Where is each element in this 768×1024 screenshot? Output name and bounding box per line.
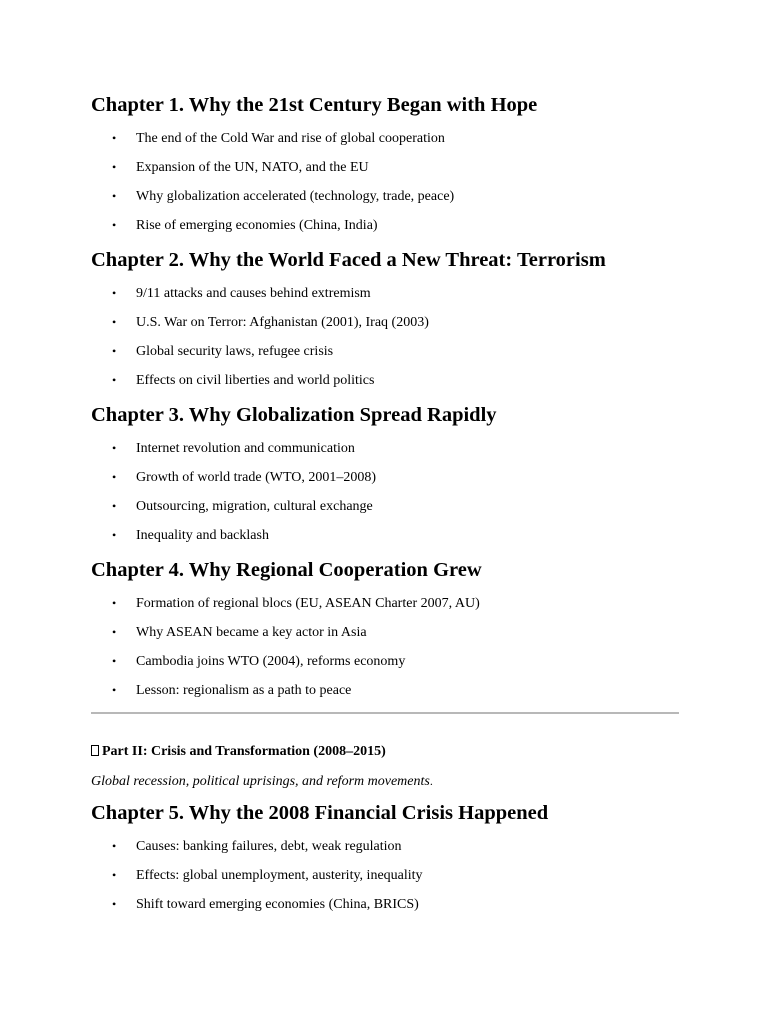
list-item: • U.S. War on Terror: Afghanistan (2001), Iraq (2003) [91,308,679,337]
list-item: • Effects on civil liberties and world politics [91,366,679,395]
section-divider [91,712,679,714]
list-item: • Why ASEAN became a key actor in Asia [91,618,679,647]
list-item: • 9/11 attacks and causes behind extremism [91,279,679,308]
bullet-list [91,832,679,919]
bullet-icon: • [112,160,117,174]
list-item: • Growth of world trade (WTO, 2001–2008) [91,463,679,492]
bullet-icon: • [112,868,117,882]
bullet-icon: • [112,897,117,911]
list-item: • Why globalization accelerated (technology, trade, peace) [91,182,679,211]
list-item: • Global security laws, refugee crisis [91,337,679,366]
chapter-title: Chapter 5. Why the 2008 Financial Crisis Happened [91,802,549,824]
list-item: • Rise of emerging economies (China, India) [91,211,679,240]
document-page [91,92,679,926]
chapter-1 [91,92,679,240]
part-title: Part II: Crisis and Transformation (2008–2015) [91,743,679,761]
bullet-icon: • [112,499,117,513]
bullet-icon: • [112,625,117,639]
list-item: • Inequality and backlash [91,521,679,550]
bullet-icon: • [112,683,117,697]
bullet-icon: • [112,131,117,145]
bullet-icon: • [112,528,117,542]
chapter-title: Chapter 4. Why Regional Cooperation Grew [91,559,482,581]
bullet-list [91,279,679,395]
bullet-icon: • [112,344,117,358]
bullet-list [91,434,679,550]
list-item: • Internet revolution and communication [91,434,679,463]
chapter-title: Chapter 1. Why the 21st Century Began with Hope [91,94,538,116]
bullet-icon: • [112,470,117,484]
bullet-icon: • [112,654,117,668]
chapter-2 [91,247,679,395]
bullet-list [91,124,679,240]
chapter-4 [91,557,679,705]
bullet-icon: • [112,189,117,203]
bullet-icon: • [112,286,117,300]
list-item: • Shift toward emerging economies (China, BRICS) [91,890,679,919]
list-item: • The end of the Cold War and rise of global cooperation [91,124,679,153]
list-item: • Formation of regional blocs (EU, ASEAN Charter 2007, AU) [91,589,679,618]
bullet-list [91,589,679,705]
bullet-icon: • [112,373,117,387]
list-item: • Outsourcing, migration, cultural exchange [91,492,679,521]
bullet-icon: • [112,218,117,232]
chapter-title: Chapter 3. Why Globalization Spread Rapidly [91,404,497,426]
list-item: • Causes: banking failures, debt, weak regulation [91,832,679,861]
bullet-icon: • [112,839,117,853]
list-item: • Effects: global unemployment, austerity, inequality [91,861,679,890]
list-item: • Cambodia joins WTO (2004), reforms economy [91,647,679,676]
chapter-3 [91,402,679,550]
part-subtitle: Global recession, political uprisings, and reform movements. [91,774,433,789]
bullet-icon: • [112,315,117,329]
bullet-icon: • [112,596,117,610]
missing-glyph-icon [91,745,99,756]
chapter-title: Chapter 2. Why the World Faced a New Threat: Terrorism [91,249,606,271]
bullet-icon: • [112,441,117,455]
list-item: • Lesson: regionalism as a path to peace [91,676,679,705]
list-item: • Expansion of the UN, NATO, and the EU [91,153,679,182]
chapter-5 [91,800,679,919]
